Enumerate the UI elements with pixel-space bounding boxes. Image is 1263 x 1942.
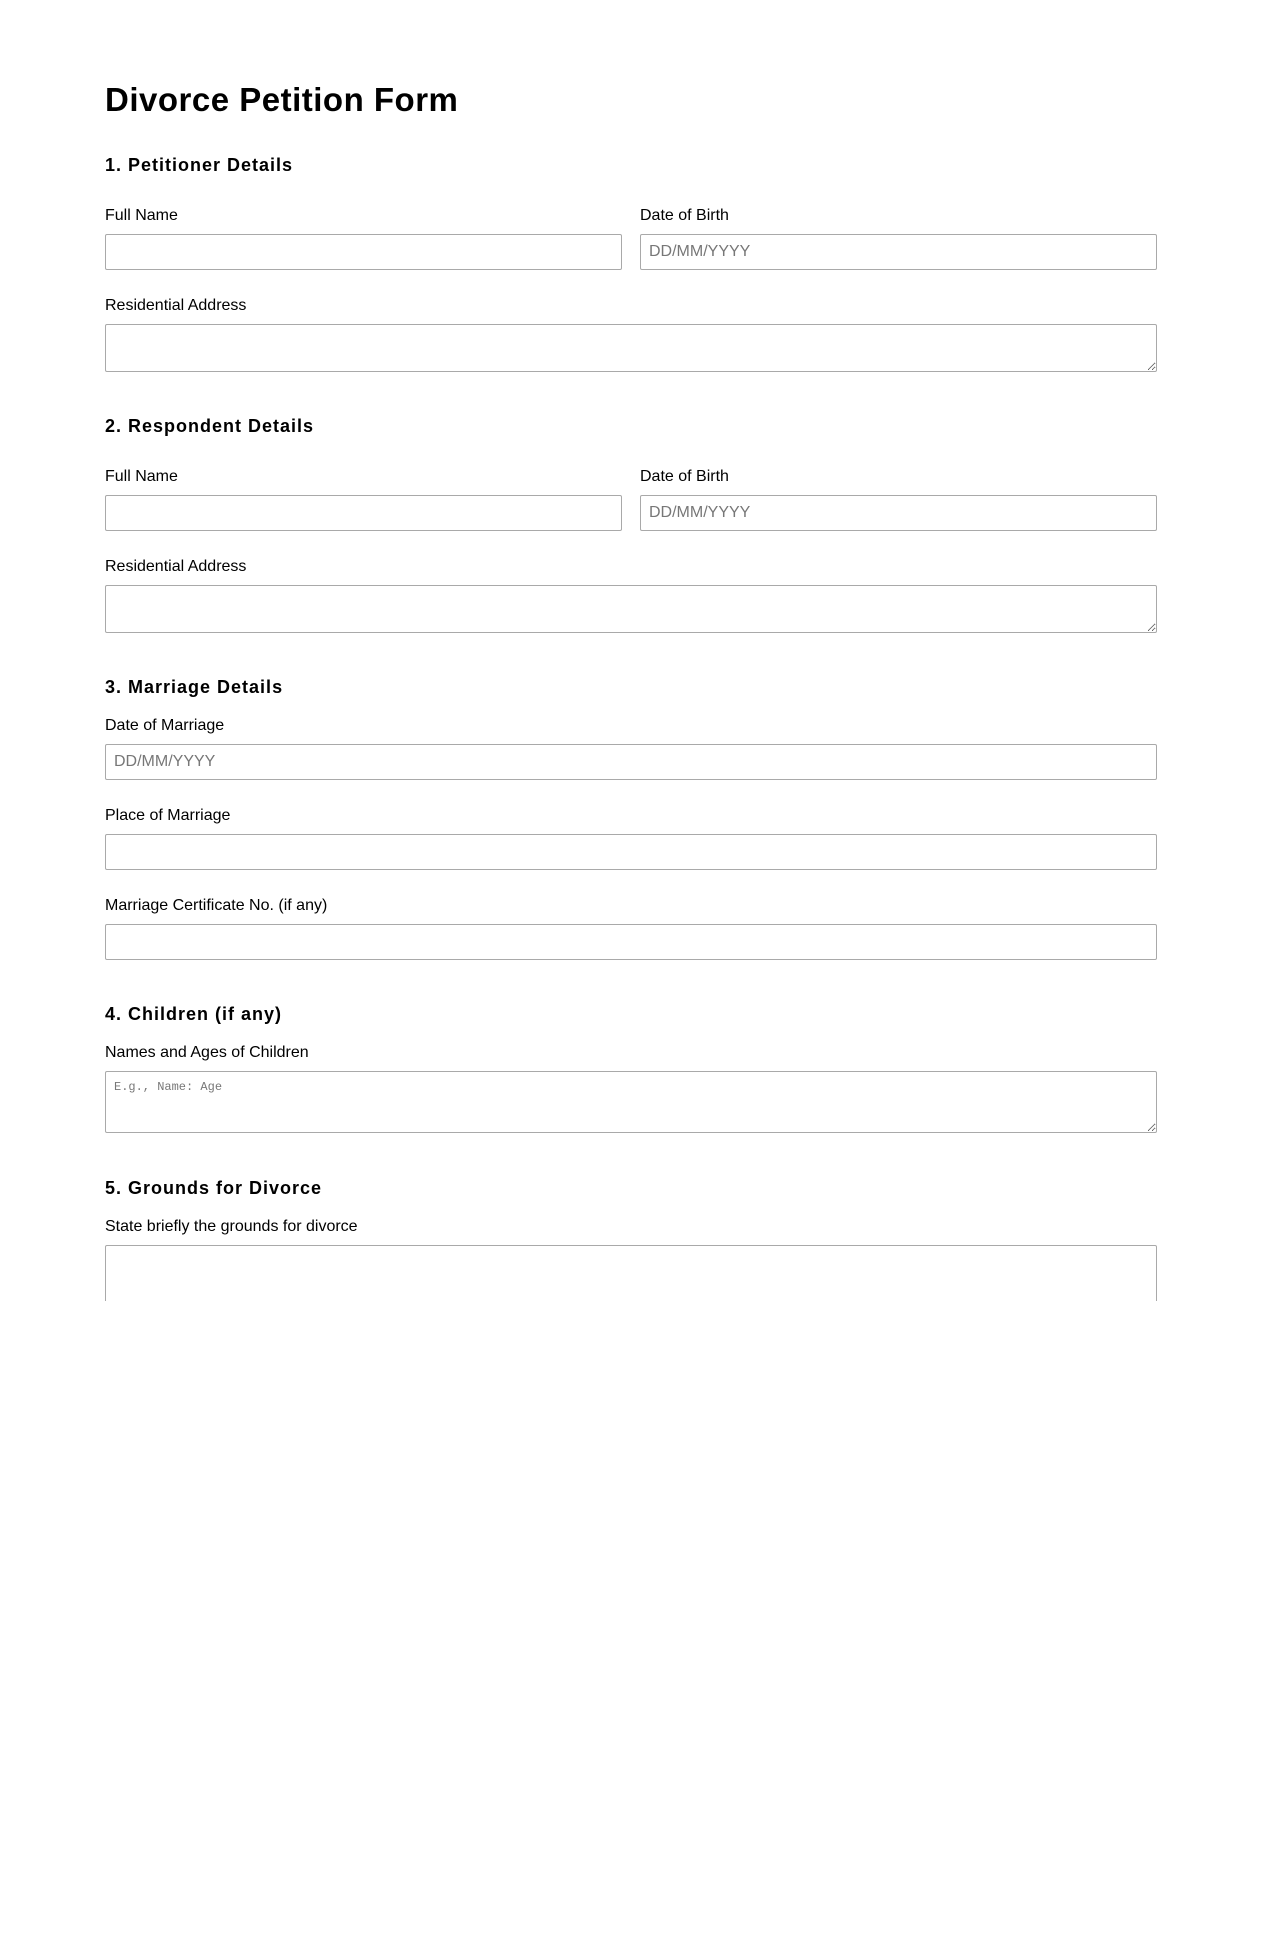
section-heading-children: 4. Children (if any) xyxy=(105,1004,283,1024)
respondent-dob-label: Date of Birth xyxy=(640,468,729,485)
respondent-full-name-label: Full Name xyxy=(105,468,178,485)
children-names-textarea[interactable] xyxy=(105,1071,1157,1133)
section-heading-grounds: 5. Grounds for Divorce xyxy=(105,1178,323,1198)
section-heading-petitioner: 1. Petitioner Details xyxy=(105,155,294,175)
respondent-address-textarea[interactable] xyxy=(105,585,1157,633)
section-heading-marriage: 3. Marriage Details xyxy=(105,677,284,697)
petitioner-address-label: Residential Address xyxy=(105,297,247,314)
page-title: Divorce Petition Form xyxy=(105,81,459,118)
respondent-dob-input[interactable] xyxy=(640,495,1157,531)
grounds-label: State briefly the grounds for divorce xyxy=(105,1218,358,1235)
section-heading-respondent: 2. Respondent Details xyxy=(105,416,315,436)
respondent-address-label: Residential Address xyxy=(105,558,247,575)
grounds-textarea-viewport xyxy=(105,1245,1157,1301)
marriage-place-label: Place of Marriage xyxy=(105,807,231,824)
petitioner-full-name-label: Full Name xyxy=(105,207,178,224)
children-names-label: Names and Ages of Children xyxy=(105,1044,309,1061)
marriage-certificate-label: Marriage Certificate No. (if any) xyxy=(105,897,328,914)
marriage-date-input[interactable] xyxy=(105,744,1157,780)
respondent-full-name-input[interactable] xyxy=(105,495,622,531)
marriage-date-label: Date of Marriage xyxy=(105,717,225,734)
grounds-textarea[interactable] xyxy=(105,1245,1157,1301)
petitioner-dob-input[interactable] xyxy=(640,234,1157,270)
marriage-certificate-input[interactable] xyxy=(105,924,1157,960)
petitioner-address-textarea[interactable] xyxy=(105,324,1157,372)
marriage-place-input[interactable] xyxy=(105,834,1157,870)
petitioner-full-name-input[interactable] xyxy=(105,234,622,270)
petitioner-dob-label: Date of Birth xyxy=(640,207,729,224)
